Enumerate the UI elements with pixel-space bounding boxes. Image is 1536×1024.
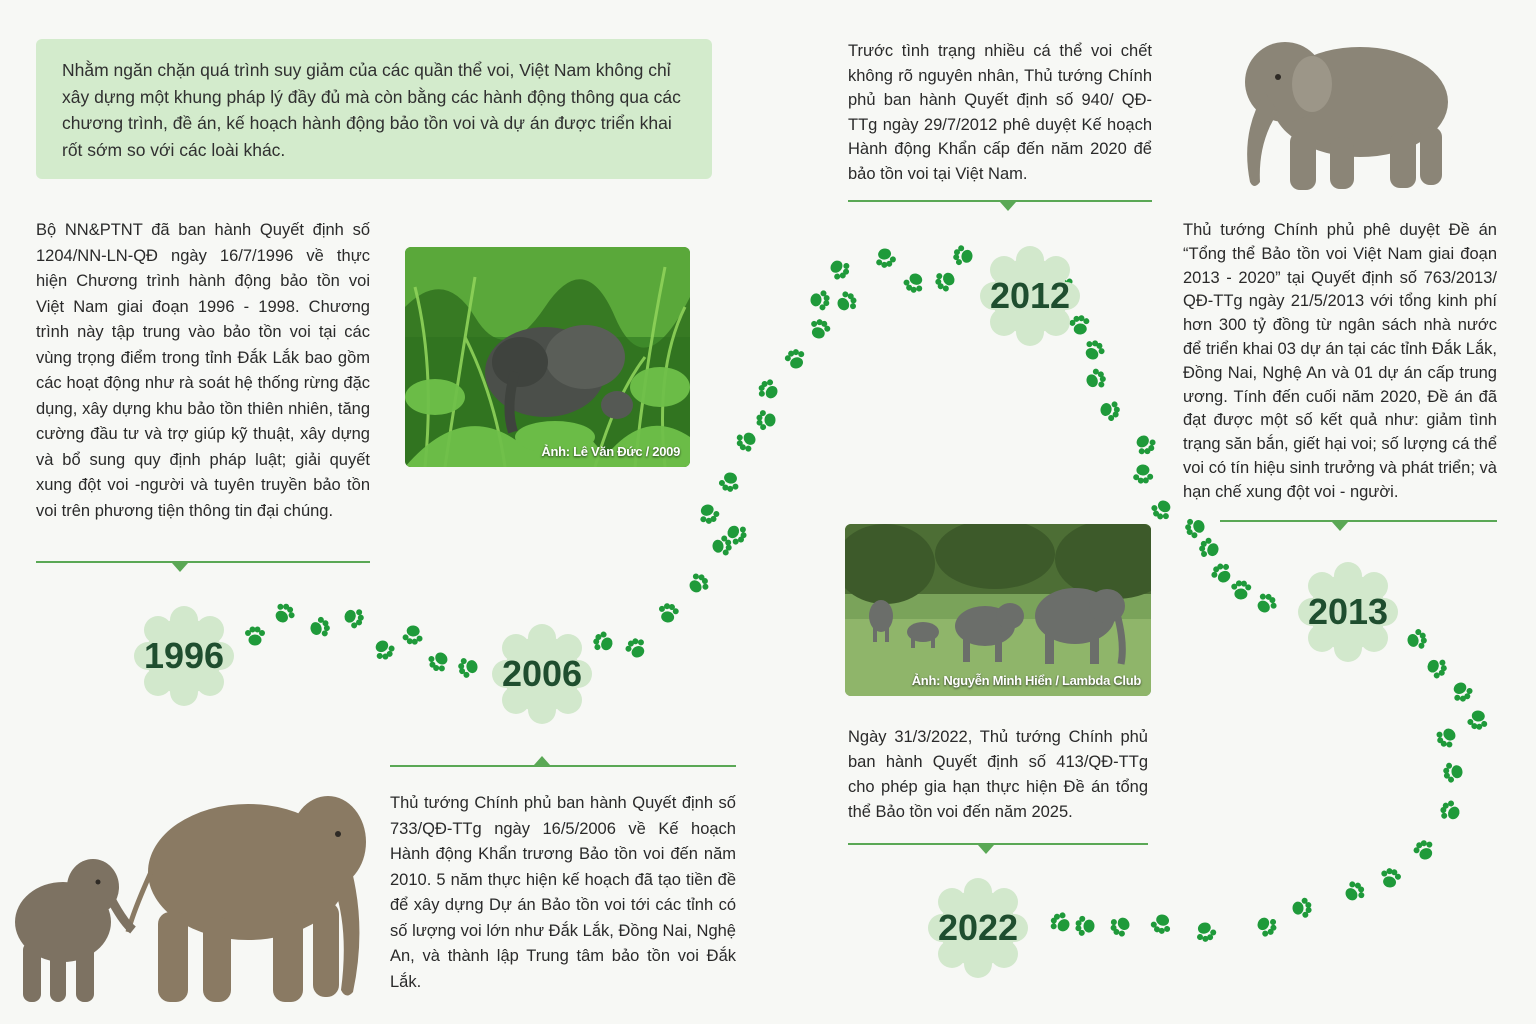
year-badge-2022 [928,878,1028,978]
elephant-illustration-adult [1230,22,1460,197]
milestone-2006-text: Thủ tướng Chính phủ ban hành Quyết định số 733/QĐ-TTg ngày 16/5/2006 về Kế hoạch Hành động Khẩn trương Bảo tồn voi đến năm 2010. 5 năm thực hiện kế hoạch đã tạo tiền đề để xây dựng Dự án Bảo tồn voi tới các tỉnh có số lượng voi lớn như Đắk Lắk, Đồng Nai, Nghệ An, và thành lập Trung tâm bảo tồn voi Đắk Lắk. [390,794,736,991]
milestone-1996-text: Bộ NN&PTNT đã ban hành Quyết định số 1204/NN-LN-QĐ ngày 16/7/1996 về thực hiện Chương trình hành động bảo tồn voi Việt Nam giai đoạn 1996 - 1998. Chương trình này tập trung vào bảo tồn voi tại các vùng trọng điểm trong tỉnh Đắk Lắk bao gồm các hoạt động như rà soát hệ thống rừng đặc dụng, xây dựng khu bảo tồn thiên nhiên, tăng cường đầu tư và trợ giúp kỹ thuật, xây dựng và bổ sung quy định pháp luật; giải quyết xung đột voi -người và tuyên truyền bảo tồn voi trên phương tiện thông tin đại chúng. [36,221,370,520]
paw-print-icon [874,247,898,270]
paw-print-icon [341,605,366,630]
paw-print-icon [623,635,649,661]
paw-print-icon [1149,912,1174,936]
photo-credit: Ảnh: Nguyễn Minh Hiển / Lambda Club [911,673,1141,688]
paw-print-icon [783,347,808,371]
milestone-2012-pointer [1000,202,1016,211]
paw-print-icon [1081,337,1108,363]
milestone-2013-text: Thủ tướng Chính phủ phê duyệt Đề án “Tổng thể Bảo tồn voi Việt Nam giai đoạn 2013 - 2020” tại Quyết định số 763/2013/ QĐ-TTg ngày 21/5/2013 với tổng kinh phí hơn 300 tỷ đồng từ ngân sách nhà nước để triển khai 03 dự án tại các tỉnh Đắk Lắk, Đồng Nai, Nghệ An và 01 dự án cấp trung ương. Tính đến cuối năm 2020, Đề án đã đạt được một số kết quả như: giảm tình trạng săn bắn, giết hại voi; số lượng cá thể voi có tín hiệu sinh trưởng và phát triển; và hạn chế xung đột voi - người. [1183,221,1497,501]
paw-print-icon [1047,909,1074,937]
paw-print-icon [371,636,398,663]
milestone-2022-text: Ngày 31/3/2022, Thủ tướng Chính phủ ban hành Quyết định số 413/QĐ-TTg cho phép gia hạn thực hiện Đề án tổng thể Bảo tồn voi đến năm 2025. [848,728,1148,821]
photo-elephants-in-jungle [405,247,690,467]
paw-print-icon [1098,398,1121,422]
milestone-2022-divider [848,843,1148,845]
paw-print-icon [685,570,713,598]
milestone-2012-text: Trước tình trạng nhiều cá thể voi chết không rõ nguyên nhân, Thủ tướng Chính phủ ban hành Quyết định số 940/ QĐ-TTg ngày 29/7/2012 phê duyệt Kế hoạch Hành động Khẩn cấp đến năm 2020 để bảo tồn voi tại Việt Nam. [848,42,1152,183]
paw-print-icon [402,625,424,646]
paw-print-icon [733,428,760,455]
paw-print-icon [1405,628,1428,652]
paw-print-icon [1253,913,1280,940]
paw-print-icon [1148,496,1175,523]
paw-print-icon [1253,590,1281,617]
paw-print-icon [1183,515,1207,540]
paw-print-icon [457,656,479,679]
paw-print-icon [425,648,453,676]
year-label: 2012 [989,275,1071,316]
paw-print-icon [696,501,722,526]
paw-print-icon [590,629,616,655]
paw-print-icon [1341,878,1368,906]
milestone-2013-divider [1220,520,1497,522]
paw-print-icon [1292,897,1312,918]
paw-print-icon [1083,366,1108,392]
paw-print-icon [1231,580,1252,600]
paw-print-icon [756,410,775,430]
year-label: 2013 [1307,591,1389,632]
paw-print-icon [1433,724,1461,752]
paw-print-icon [711,535,732,557]
paw-print-icon [1133,464,1154,484]
milestone-1996-divider [36,561,370,563]
paw-print-icon [717,470,741,494]
paw-print-icon [657,602,680,624]
paw-print-icon [810,290,830,311]
paw-print-icon [1437,798,1463,825]
year-badge-2012 [980,246,1080,346]
photo-credit: Ảnh: Lê Văn Đức / 2009 [541,444,680,459]
year-badge-1996 [134,606,234,706]
paw-print-icon [1379,867,1403,890]
paw-print-icon [1208,560,1235,587]
paw-print-icon [245,627,265,646]
year-badge-2013 [1298,562,1398,662]
photo-elephant-herd [845,524,1151,696]
paw-print-icon [952,244,974,267]
paw-print-icon [1424,655,1449,681]
paw-print-icon [1442,761,1464,783]
paw-print-icon [1075,916,1095,937]
paw-print-icon [833,288,860,315]
milestone-2006-divider [390,765,736,767]
intro-box [36,39,712,179]
paw-print-icon [1132,431,1160,458]
paw-print-icon [271,600,298,627]
paw-print-icon [1107,913,1134,940]
milestone-2006-pointer [534,756,550,765]
paw-print-icon [1449,679,1476,705]
paw-print-icon [1466,709,1488,731]
intro-text: Nhằm ngăn chặn quá trình suy giảm của các quần thể voi, Việt Nam không chỉ xây dựng một khung pháp lý đầy đủ mà còn bằng các hành động thông qua các chương trình, đề án, kế hoạch hành động bảo tồn voi và dự án được triển khai rốt sớm so với các loài khác. [62,60,681,160]
paw-print-icon [901,270,927,296]
paw-print-icon [1197,536,1221,561]
paw-print-icon [1193,920,1218,944]
milestone-2013-pointer [1332,522,1348,531]
paw-print-icon [826,256,853,284]
paw-print-icon [308,615,332,639]
year-label: 2022 [937,907,1019,948]
paw-print-icon [1411,837,1437,862]
year-label: 2006 [501,653,583,694]
milestone-2022-pointer [978,845,994,854]
milestone-1996-pointer [172,563,188,572]
year-label: 1996 [143,635,225,676]
paw-print-icon [932,268,958,295]
elephant-illustration-mother-calf [8,772,368,1012]
year-badge-2006 [492,624,592,724]
paw-print-icon [755,376,782,403]
paw-print-icon [807,317,832,342]
